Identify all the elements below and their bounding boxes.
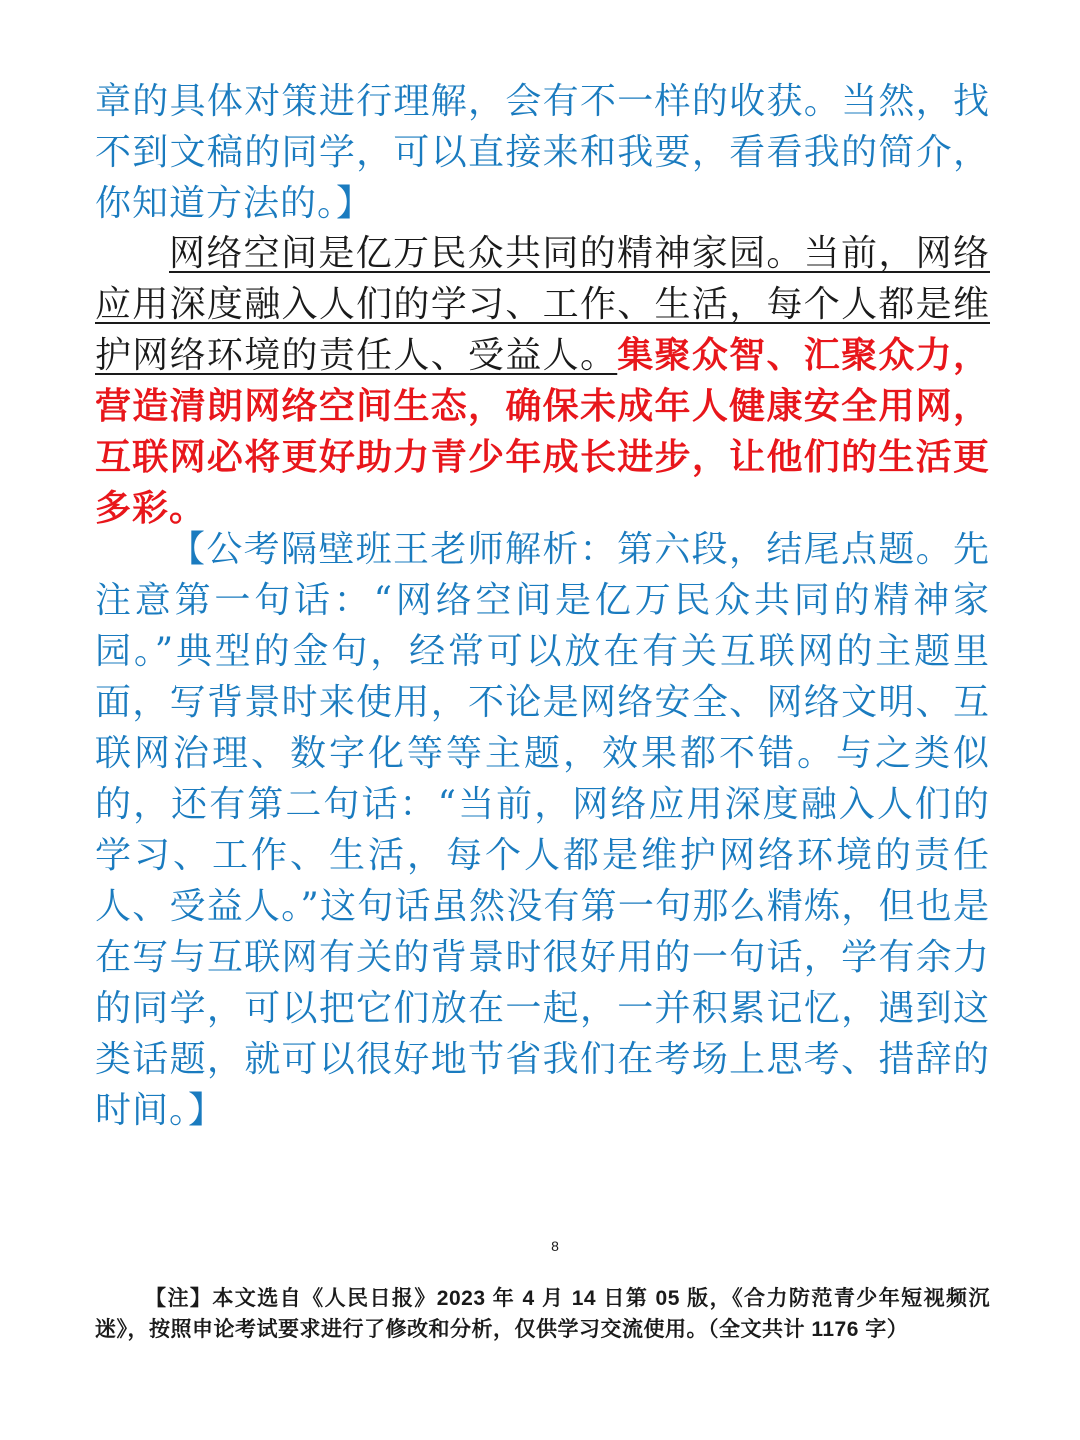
- page-number: 8: [551, 1238, 559, 1254]
- analysis-continuation-text: 章的具体对策进行理解，会有不一样的收获。当然，找不到文稿的同学，可以直接来和我要，看看我的简介，你知道方法的。】: [95, 81, 990, 224]
- underlined-sentences: 网络空间是亿万民众共同的精神家园。当前，网络应用深度融入人们的学习、工作、生活，每个人都是维护网络环境的责任人、受益人。: [95, 233, 990, 376]
- article-paragraph: [95, 228, 990, 534]
- source-footnote: 【注】本文选自《人民日报》2023 年 4 月 14 日第 05 版，《合力防范青少年短视频沉迷》，按照申论考试要求进行了修改和分析，仅供学习交流使用。（全文共计 1176 字）: [95, 1287, 990, 1341]
- highlighted-sentences: 集聚众智、汇聚众力，营造清朗网络空间生态，确保未成年人健康安全用网，互联网必将更好助力青少年成长进步，让他们的生活更多彩。: [95, 334, 990, 529]
- teacher-analysis-text: 【公考隔壁班王老师解析：第六段，结尾点题。先注意第一句话：“网络空间是亿万民众共同的精神家园。”典型的金句，经常可以放在有关互联网的主题里面，写背景时来使用，不论是网络安全、网络文明、互联网治理、数字化等等主题，效果都不错。与之类似的，还有第二句话：“当前，网络应用深度融入人们的学习、工作、生活，每个人都是维护网络环境的责任人、受益人。”这句话虽然没有第一句那么精炼，但也是在写与互联网有关的背景时很好用的一句话，学有余力的同学，可以把它们放在一起，一并积累记忆，遇到这类话题，就可以很好地节省我们在考场上思考、措辞的时间。】: [95, 529, 990, 1131]
